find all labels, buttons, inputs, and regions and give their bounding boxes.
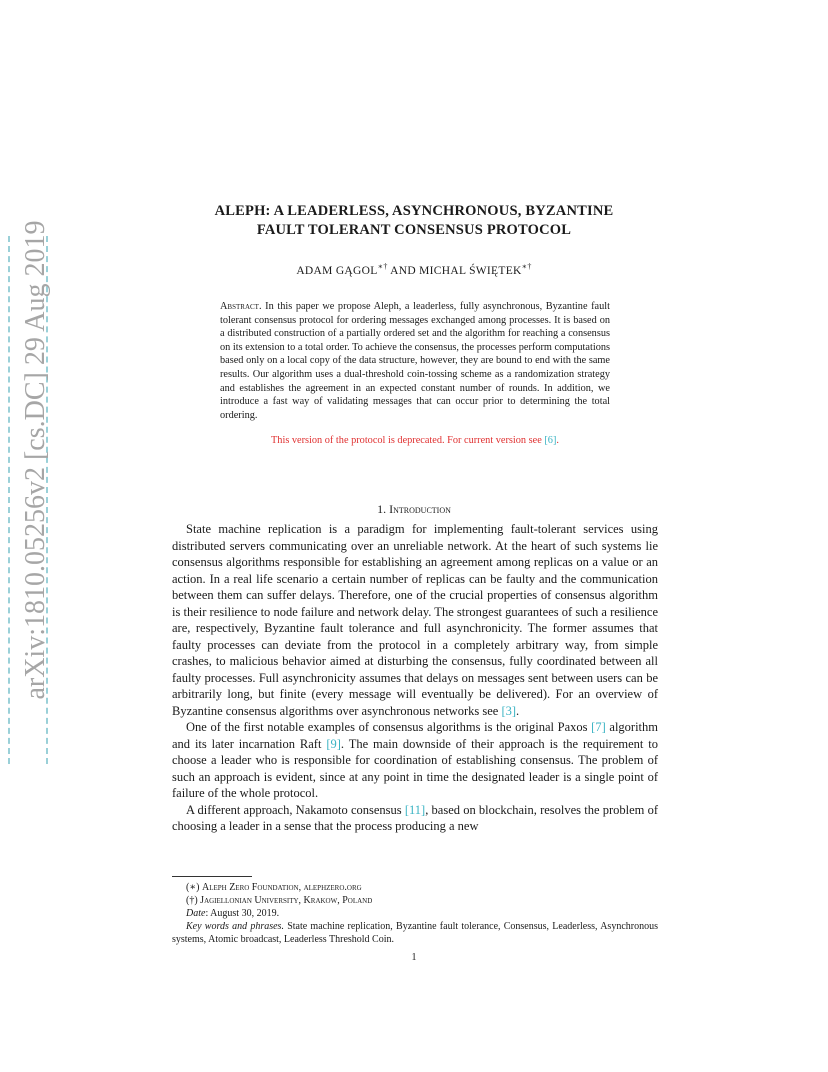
abstract-label: Abstract. xyxy=(220,301,262,312)
footnote-date xyxy=(172,907,658,920)
paragraph-text: algorithm and its later incarnation Raft xyxy=(172,720,658,751)
footnote-mark: (∗) xyxy=(186,882,202,893)
deprecation-notice xyxy=(220,435,610,446)
section-heading xyxy=(150,502,678,517)
abstract xyxy=(220,300,610,422)
paragraph xyxy=(172,802,658,835)
deprecation-text: This version of the protocol is deprecated. For current version see xyxy=(271,435,545,446)
paragraph xyxy=(172,719,658,802)
date-label: Date xyxy=(186,908,206,919)
citation-link[interactable]: [7] xyxy=(591,720,606,734)
paragraph-text: State machine replication is a paradigm for implementing fault-tolerant services using distributed servers communicating over an unreliable network. At the heart of such systems lie consensus algorithms responsible for establishing an agreement among replicas on a value or an action. In a real life scenario a certain number of replicas can be faulty and the communication between them can suffer delays. Therefore, one of the crucial properties of consensus algorithm is their resilience to node failure and network delay. The strongest guarantees of such a resilience are, respectively, Byzantine fault tolerance and full asynchronicity. The former assumes that faulty processes can deviate from the protocol in a completely arbitrary way, from simple crashes, to malicious behavior aimed at disturbing the consensus, fully coordinated between all faulty processes. Full asynchronicity assumes that delays on messages sent between users can be arbitrarily long, but finite (every message will eventually be delivered). For an overview of Byzantine consensus algorithms over asynchronous networks see xyxy=(172,522,658,718)
footnote-text: Aleph Zero Foundation, alephzero.org xyxy=(201,882,362,893)
page-number: 1 xyxy=(411,952,417,963)
footnote-keywords xyxy=(172,920,658,946)
citation-link[interactable]: [3] xyxy=(501,703,517,718)
keywords-label: Key words and phrases. xyxy=(186,921,284,932)
keywords-value: State machine replication, Byzantine fault tolerance, Consensus, Leaderless, Asynchronous systems, Atomic broadcast, Leaderless Threshold Coin. xyxy=(172,921,658,945)
citation-link[interactable]: [6] xyxy=(544,435,557,446)
paragraph-text: One of the first notable examples of consensus algorithms is the original Paxos xyxy=(186,720,592,734)
section-title: Introduction xyxy=(389,502,451,516)
footnote-rule xyxy=(172,876,252,877)
footnote-text: Jagiellonian University, Krakow, Poland xyxy=(200,895,373,906)
paragraph xyxy=(172,521,658,719)
author-2: MICHAL ŚWIĘTEK xyxy=(419,264,522,277)
date-value: : August 30, 2019. xyxy=(205,908,280,919)
deprecation-end: . xyxy=(556,435,559,446)
footnote-mark: (†) xyxy=(186,895,201,906)
abstract-text: In this paper we propose Aleph, a leaderless, fully asynchronous, Byzantine fault tolerant consensus protocol for ordering messages exchanged among processes. It is based on a distributed construction of a partially ordered set and the algorithm for reaching a consensus on its extension to a total order. To achieve the consensus, the processes perform computations based only on a local copy of the data structure, however, they are bound to end with the same results. Our algorithm uses a dual-threshold coin-tossing scheme as a randomization strategy and establishes the agreement in an expected constant number of rounds. In addition, we introduce a fast way of validating messages that can occur prior to determining the total ordering. xyxy=(220,301,610,421)
title-line-1: ALEPH: A LEADERLESS, ASYNCHRONOUS, BYZANTINE xyxy=(214,203,614,219)
citation-link[interactable]: [11] xyxy=(404,802,426,817)
author-2-affiliation-marks: ∗† xyxy=(521,262,532,271)
paragraph-text: , based on blockchain, resolves the problem of choosing a leader in a sense that the process producing a new xyxy=(172,802,658,833)
footnote-affiliation-2 xyxy=(172,894,658,907)
citation-link[interactable]: [9] xyxy=(326,736,341,751)
author-conjunction: AND xyxy=(387,264,420,277)
arxiv-identifier-stamp[interactable]: arXiv:1810.05256v2 [cs.DC] 29 Aug 2019 xyxy=(20,220,51,700)
author-1-affiliation-marks: ∗† xyxy=(377,262,388,271)
paragraph-text: . xyxy=(516,703,520,718)
author-line xyxy=(150,262,678,277)
footnote-affiliation-1 xyxy=(172,881,658,894)
paragraph-text: A different approach, Nakamoto consensus xyxy=(186,802,405,817)
paragraph-text: . The main downside of their approach is the requirement to choose a leader who is responsible for coordination of establishing consensus. The problem of such an approach is evident, since at any point in time the designated leader is a single point of failure of the whole protocol. xyxy=(172,736,659,800)
section-body xyxy=(172,521,658,835)
paper-title xyxy=(150,202,678,240)
section-number: 1. xyxy=(377,502,387,516)
footnotes xyxy=(172,881,658,946)
author-1: ADAM GĄGOL xyxy=(296,264,378,277)
title-line-2: FAULT TOLERANT CONSENSUS PROTOCOL xyxy=(256,222,572,238)
